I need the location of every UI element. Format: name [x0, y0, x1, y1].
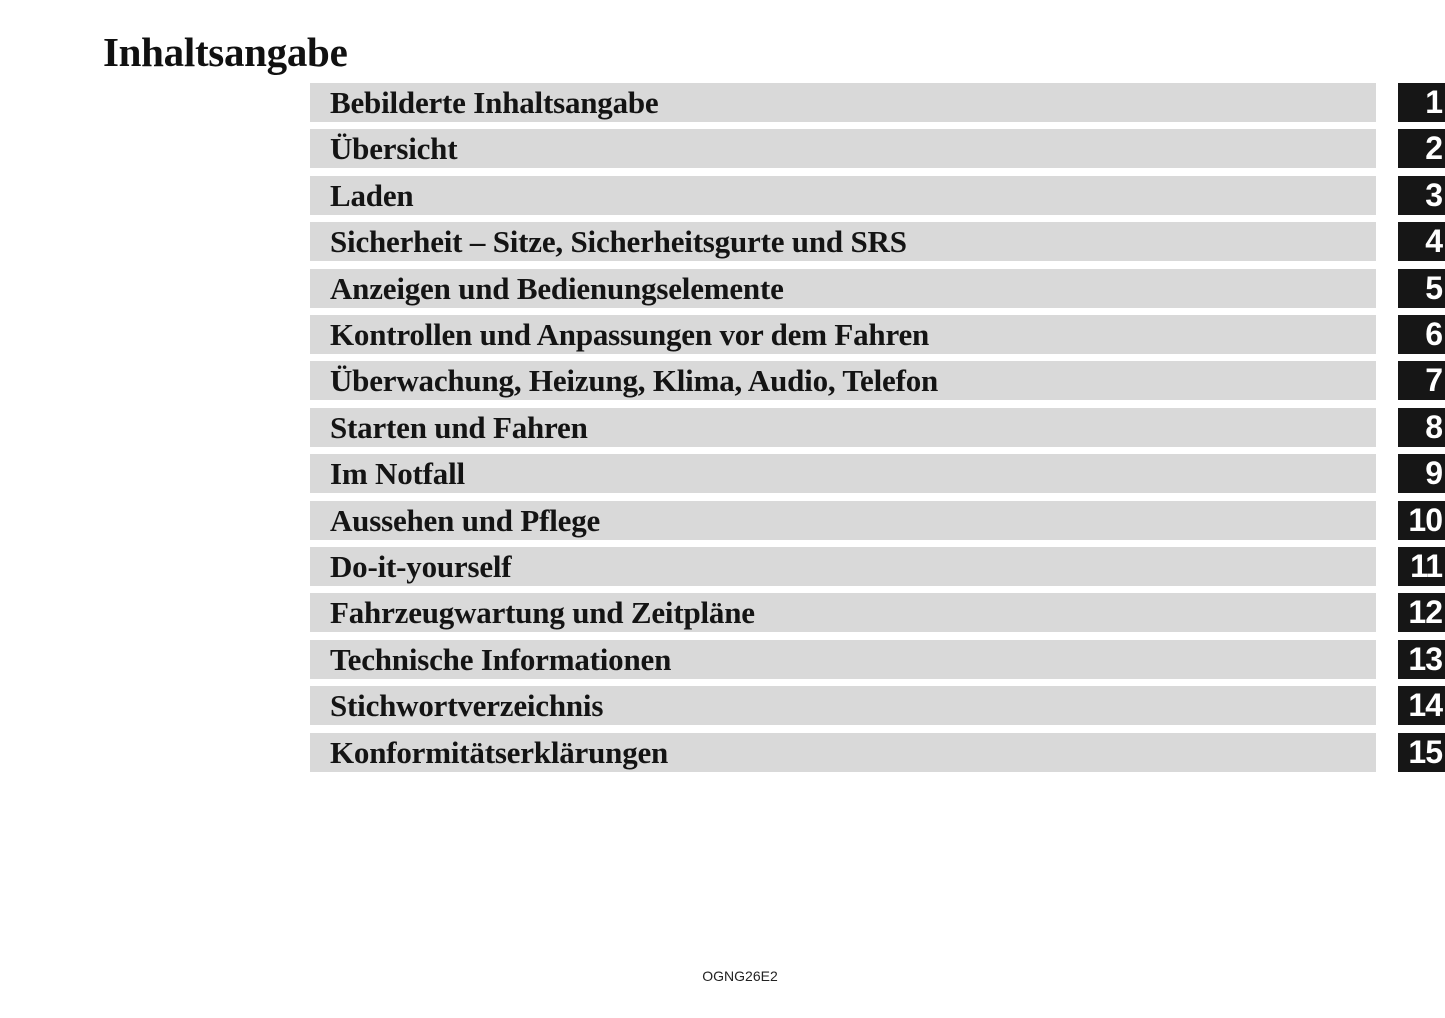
toc-link-4[interactable] — [310, 222, 1376, 261]
chapter-number: 10 — [1408, 501, 1442, 538]
toc-link-14[interactable] — [310, 686, 1376, 725]
toc-row — [0, 686, 1445, 726]
toc-link-9[interactable] — [310, 454, 1376, 493]
toc-link-6[interactable] — [310, 315, 1376, 354]
toc-link-10[interactable] — [310, 501, 1376, 540]
toc-label: Fahrzeugwartung und Zeitpläne — [330, 595, 755, 631]
toc-link-2[interactable] — [310, 129, 1376, 168]
chapter-number: 8 — [1425, 408, 1442, 445]
toc-row — [0, 547, 1445, 587]
chapter-tab-13[interactable] — [1398, 640, 1445, 679]
toc-label: Technische Informationen — [330, 641, 672, 677]
chapter-tab-11[interactable] — [1398, 547, 1445, 586]
toc-label: Stichwortverzeichnis — [330, 688, 604, 724]
chapter-number: 13 — [1408, 640, 1442, 677]
toc-link-5[interactable] — [310, 269, 1376, 308]
chapter-number: 12 — [1408, 594, 1442, 631]
toc-row — [0, 640, 1445, 680]
chapter-tab-15[interactable] — [1398, 733, 1445, 772]
chapter-tab-9[interactable] — [1398, 454, 1445, 493]
toc-row — [0, 176, 1445, 216]
chapter-number: 1 — [1425, 84, 1442, 120]
chapter-tab-14[interactable] — [1398, 686, 1445, 725]
document-code: OGNG26E2 — [702, 968, 778, 984]
toc-link-12[interactable] — [310, 593, 1376, 632]
chapter-tab-3[interactable] — [1398, 176, 1445, 215]
chapter-number: 9 — [1425, 455, 1442, 492]
chapter-number: 14 — [1408, 687, 1442, 724]
chapter-tab-10[interactable] — [1398, 501, 1445, 540]
toc-label: Starten und Fahren — [330, 409, 588, 445]
page-title: Inhaltsangabe — [103, 29, 348, 75]
chapter-tab-7[interactable] — [1398, 361, 1445, 400]
toc-label: Do-it-yourself — [330, 549, 512, 584]
chapter-number: 4 — [1425, 223, 1442, 260]
toc-label: Übersicht — [330, 131, 458, 167]
toc-row — [0, 501, 1445, 541]
toc-row — [0, 361, 1445, 401]
chapter-tab-4[interactable] — [1398, 222, 1445, 261]
chapter-number: 7 — [1425, 362, 1442, 399]
toc-label: Kontrollen und Anpassungen vor dem Fahren — [330, 317, 930, 352]
toc-link-1[interactable] — [310, 83, 1376, 122]
toc-row — [0, 315, 1445, 355]
toc-row — [0, 408, 1445, 448]
toc-row — [0, 269, 1445, 309]
chapter-tab-1[interactable] — [1398, 83, 1445, 122]
toc-row — [0, 129, 1445, 169]
chapter-tab-12[interactable] — [1398, 593, 1445, 632]
toc-label: Konformitätserklärungen — [330, 734, 669, 770]
toc-label: Anzeigen und Bedienungselemente — [330, 270, 784, 306]
toc-label: Laden — [330, 177, 414, 213]
toc-label: Sicherheit – Sitze, Sicherheitsgurte und SRS — [330, 224, 907, 260]
chapter-number: 15 — [1408, 733, 1442, 770]
chapter-tab-5[interactable] — [1398, 269, 1445, 308]
chapter-tab-6[interactable] — [1398, 315, 1445, 354]
toc-label: Bebilderte Inhaltsangabe — [330, 85, 659, 120]
chapter-number: 6 — [1425, 316, 1442, 352]
toc-link-8[interactable] — [310, 408, 1376, 447]
toc-label: Aussehen und Pflege — [330, 502, 601, 538]
chapter-number: 11 — [1410, 548, 1442, 584]
toc-row — [0, 733, 1445, 773]
toc-link-11[interactable] — [310, 547, 1376, 586]
toc-label: Überwachung, Heizung, Klima, Audio, Telefon — [330, 363, 939, 399]
chapter-number: 3 — [1425, 176, 1442, 213]
chapter-tab-2[interactable] — [1398, 129, 1445, 168]
toc-link-3[interactable] — [310, 176, 1376, 215]
chapter-number: 5 — [1425, 269, 1442, 306]
toc-row — [0, 222, 1445, 262]
toc-link-13[interactable] — [310, 640, 1376, 679]
toc-row — [0, 593, 1445, 633]
chapter-number: 2 — [1425, 130, 1442, 167]
toc-link-15[interactable] — [310, 733, 1376, 772]
toc-label: Im Notfall — [330, 456, 465, 492]
toc-row — [0, 454, 1445, 494]
toc-row — [0, 83, 1445, 123]
toc-link-7[interactable] — [310, 361, 1376, 400]
chapter-tab-8[interactable] — [1398, 408, 1445, 447]
